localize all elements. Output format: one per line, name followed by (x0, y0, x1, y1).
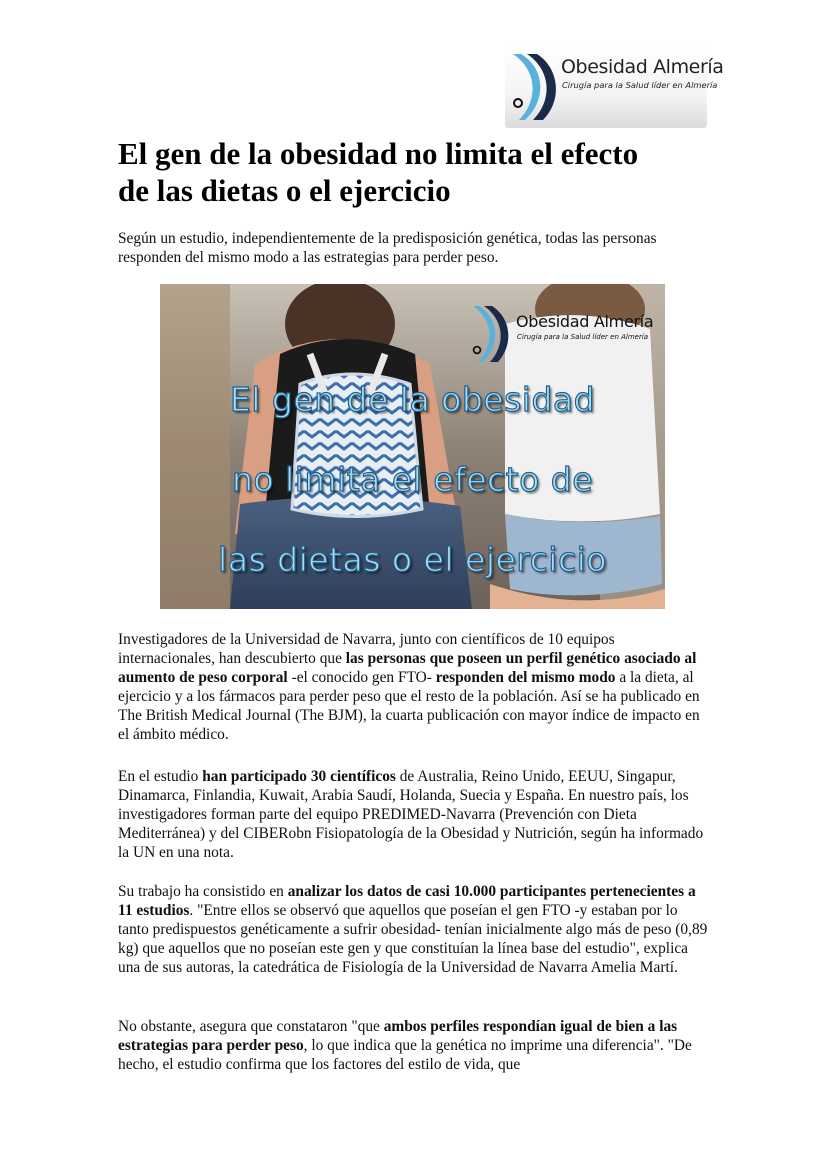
logo-tagline: Cirugía para la Salud líder en Almería (562, 80, 718, 90)
article-title (118, 135, 728, 209)
p2-text-c: de Australia, Reino Unido, EEUU, Singapur, Dinamarca, Finlandia, Kuwait, Arabia Saudí, Holanda, Suecia y España. En nuestro país, los investigadores forman parte del equipo PREDIMED-Navarra (Prevención con Dieta Mediterránea) y del CIBERobn Fisiopatología de la Obesidad y Nutrición, según ha informado la UN en una nota. (118, 768, 704, 861)
paragraph-2 (118, 767, 708, 862)
p1-text-c: -el conocido gen FTO- (287, 669, 436, 686)
p2-text-a: En el estudio (118, 768, 203, 785)
p1-text-a: Investigadores de la Universidad de Navarra, junto con científicos de 10 equipos internacionales, han descubierto que (118, 631, 615, 667)
logo-mark-icon (509, 50, 565, 122)
paragraph-1 (118, 630, 708, 744)
hero-overlay-line-1: El gen de la obesidad (229, 380, 596, 419)
hero-image (160, 284, 665, 609)
p3-text-c: . "Entre ellos se observó que aquellos que poseían el gen FTO -y estaban por lo tanto predispuestos genéticamente a sufrir obesidad- tenían inicialmente algo más de peso (0,89 kg) que aquellos que no poseían este gen y que constituían la línea base del estudio", explica una de sus autoras, la catedrática de Fisiología de la Universidad de Navarra Amelia Martí. (118, 902, 708, 976)
hero-logo-name: Obesidad Almería (516, 312, 654, 331)
p4-bold-b: ambos perfiles respondían igual de bien a las estrategias para perder peso (118, 1018, 678, 1054)
p3-bold-b: analizar los datos de casi 10.000 participantes pertenecientes a 11 estudios (118, 883, 696, 919)
title-line-1: El gen de la obesidad no limita el efecto (118, 136, 639, 171)
paragraph-3 (118, 882, 708, 977)
hero-logo-tagline: Cirugía para la Salud líder en Almería (517, 333, 649, 341)
p1-bold-b: las personas que poseen un perfil genético asociado al aumento de peso corporal (118, 650, 697, 686)
p3-text-a: Su trabajo ha consistido en (118, 883, 288, 900)
title-line-2: de las dietas o el ejercicio (118, 173, 451, 208)
p4-text-c: , lo que indica que la genética no imprime una diferencia". "De hecho, el estudio confirma que los factores del estilo de vida, que (118, 1037, 692, 1073)
p2-bold-b: han participado 30 científicos (202, 768, 396, 785)
p1-bold-d: responden del mismo modo (435, 669, 616, 686)
logo-name: Obesidad Almería (561, 56, 724, 78)
article-lead: Según un estudio, independientemente de la predisposición genética, todas las personas responden del mismo modo a las estrategias para perder peso. (118, 230, 657, 266)
hero-overlay-line-2: no limita el efecto de (231, 460, 594, 499)
paragraph-4 (118, 1017, 708, 1074)
p4-text-a: No obstante, asegura que constataron "que (118, 1018, 384, 1035)
site-logo (505, 46, 724, 128)
p1-text-e: a la dieta, al ejercicio y a los fármacos para perder peso que el resto de la población. Así se ha publicado en The British Medical Journal (The BJM), la cuarta publicación con mayor índice de impacto en el ámbito médico. (118, 669, 700, 743)
hero-overlay-line-3: las dietas o el ejercicio (218, 540, 607, 579)
